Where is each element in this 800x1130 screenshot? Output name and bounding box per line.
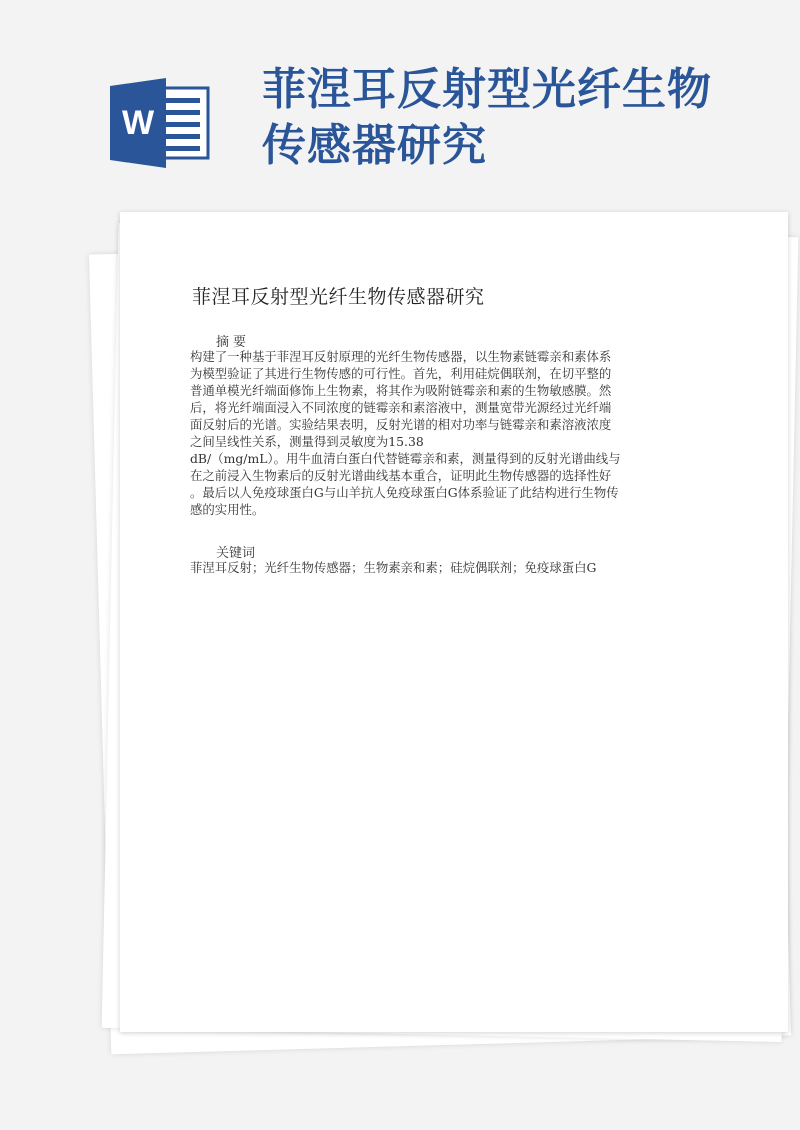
- heading-line-1: 菲涅耳反射型光纤生物: [262, 64, 712, 115]
- word-logo-icon: [110, 78, 210, 168]
- abstract-line: 构建了一种基于菲涅耳反射原理的光纤生物传感器，以生物素链霉亲和素体系: [190, 349, 612, 364]
- abstract-line: 在之前浸入生物素后的反射光谱曲线基本重合，证明此生物传感器的选择性好: [190, 468, 612, 483]
- document-page: [120, 212, 788, 1032]
- abstract-label: 摘要: [216, 335, 251, 350]
- abstract-line: 面反射后的光谱。实验结果表明，反射光谱的相对功率与链霉亲和素溶液浓度: [190, 417, 612, 432]
- keywords-label: 关键词: [216, 546, 256, 561]
- document-heading: [262, 62, 742, 174]
- heading-line-2: 传感器研究: [262, 120, 487, 171]
- logo-letter: W: [121, 104, 155, 142]
- abstract-line: 。最后以人免疫球蛋白G与山羊抗人免疫球蛋白G体系验证了此结构进行生物传: [190, 485, 619, 500]
- abstract-text: [190, 348, 640, 518]
- abstract-line: dB/（mg/mL）。用牛血清白蛋白代替链霉亲和素，测量得到的反射光谱曲线与: [190, 451, 621, 466]
- abstract-line: 为模型验证了其进行生物传感的可行性。首先，利用硅烷偶联剂，在切平整的: [190, 366, 612, 381]
- paper-title: 菲涅耳反射型光纤生物传感器研究: [192, 286, 485, 308]
- abstract-line: 普通单模光纤端面修饰上生物素，将其作为吸附链霉亲和素的生物敏感膜。然: [190, 383, 612, 398]
- abstract-line: 感的实用性。: [190, 502, 265, 517]
- abstract-line: 后，将光纤端面浸入不同浓度的链霉亲和素溶液中，测量宽带光源经过光纤端: [190, 400, 612, 415]
- abstract-line: 之间呈线性关系，测量得到灵敏度为15.38: [190, 434, 424, 449]
- keywords-text: 菲涅耳反射；光纤生物传感器；生物素亲和素；硅烷偶联剂；免疫球蛋白G: [190, 560, 597, 575]
